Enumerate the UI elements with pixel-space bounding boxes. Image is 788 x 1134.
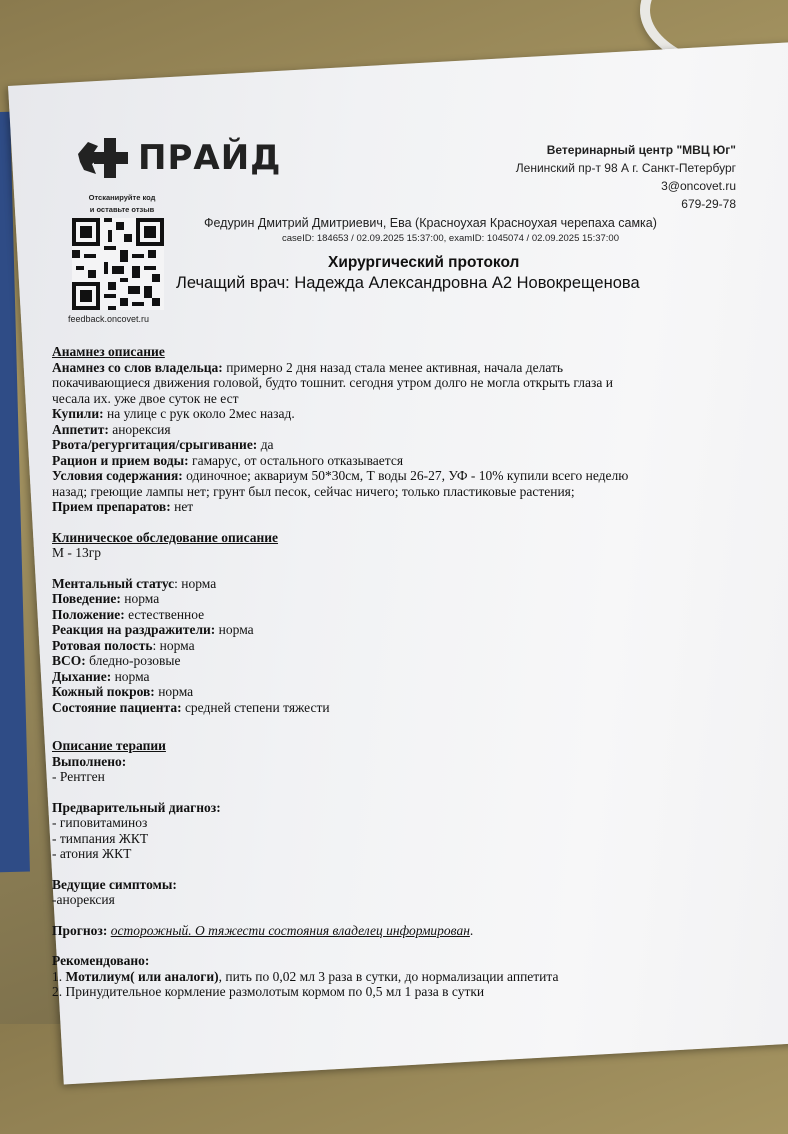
field-label: Кожный покров: [52,684,155,699]
field-value: норма [154,684,194,699]
field-label: Ведущие симптомы: [52,876,177,892]
case-ids: caseID: 184653 / 02.09.2025 15:37:00, examID: 1045074 / 02.09.2025 15:37:00 [282,233,619,244]
document-page [8,38,788,1084]
anamnesis-owner-cont: чесала их. уже двое суток не ест [52,390,239,406]
field-label: Купили: [52,406,104,421]
anamnesis-bought [52,406,772,422]
exam-reaction [52,622,772,638]
logo-text: ПРАЙД [138,138,282,178]
anamnesis-diet [52,453,772,469]
field-label: Рвота/регургитация/срыгивание: [52,437,258,452]
clinic-email: 3@oncovet.ru [661,179,736,193]
item-text: , пить по 0,02 мл 3 раза в сутки, до нормализации аппетита [218,968,559,984]
field-value: : норма [152,637,195,653]
field-value: одиночное; аквариум 50*30см, Т воды 26-27, УФ - 10% купили всего неделю [182,468,629,483]
field-label: Состояние пациента: [52,699,182,715]
field-label: Прием препаратов: [52,499,171,514]
field-label: Аппетит: [52,421,109,437]
anamnesis-owner [52,360,772,376]
document-title: Хирургический протокол [328,254,520,271]
prognosis: Прогноз: осторожный. О тяжести состояния владелец информирован. [52,922,474,938]
exam-heading: Клиническое обследование описание [52,529,279,545]
field-label: Поведение: [52,591,121,606]
exam-weight: М - 13гр [52,545,102,560]
field-value: : норма [174,575,217,591]
field-label: Предварительный диагноз: [52,799,221,815]
anamnesis-appetite [52,422,772,438]
exam-mouth [52,638,772,654]
anamnesis-meds [52,499,772,515]
field-value: гамарус, от остального отказывается [188,452,404,468]
clinic-info [516,141,736,213]
symptoms-label [52,877,772,893]
drug-name: Мотилиум( или аналоги) [65,968,219,984]
qr-caption [72,192,172,216]
field-label: Ментальный статус [52,575,175,591]
qr-caption-line: и оставьте отзыв [89,205,155,214]
field-label: Выполнено: [52,753,127,769]
exam-breath [52,669,772,685]
field-label: Рекомендовано: [52,953,150,968]
recommend-item: 2. Принудительное кормление размолотым кормом по 0,5 мл 1 раза в сутки [52,984,485,1000]
clinic-logo [74,134,281,182]
recommend-label [52,953,772,969]
field-value: на улице с рук около 2мес назад. [103,406,295,421]
field-value: примерно 2 дня назад стала менее активная, начала делать [222,359,564,375]
field-label: Положение: [52,606,125,622]
symptoms-text: -анорексия [52,892,115,907]
exam-skin [52,684,772,700]
diagnosis-item: - атония ЖКТ [52,846,132,861]
prognosis-text: осторожный. О тяжести состояния владелец информирован [110,922,470,938]
field-value: норма [215,622,254,637]
document-body [52,344,772,1000]
anamnesis-conditions-cont: назад; греющие лампы нет; грунт был песок, сейчас ничего; только пластиковые растения; [52,483,575,499]
exam-behavior [52,591,772,607]
therapy-heading: Описание терапии [52,738,166,753]
patient-line: Федурин Дмитрий Дмитриевич, Ева (Красноухая Красноухая черепаха самка) [204,216,657,230]
exam-mental [52,576,772,592]
diagnosis-item: - тимпания ЖКТ [52,830,149,846]
therapy-done-label [52,754,772,770]
field-value: средней степени тяжести [181,699,330,715]
field-label: Анамнез со слов владельца: [52,359,223,375]
field-label: Условия содержания: [52,468,183,483]
field-label: ВСО: [52,653,86,668]
anamnesis-owner-cont: покачивающиеся движения головой, будто тошнит. сегодня утром долго не могла открыть глаза и [52,375,613,390]
clinic-phone: 679-29-78 [681,197,736,211]
diagnosis-item: - гиповитаминоз [52,815,148,830]
field-value: норма [111,668,150,684]
field-value: нет [170,499,194,514]
attending-doctor: Лечащий врач: Надежда Александровна А2 Новокрещенова [176,274,640,292]
field-label: Дыхание: [51,668,112,684]
field-label: Прогноз: [52,922,108,938]
anamnesis-heading: Анамнез описание [52,344,165,359]
field-value: естественное [124,606,205,622]
exam-position [52,607,772,623]
lion-cross-icon [74,134,132,182]
field-value: анорексия [108,421,171,437]
exam-vso [52,653,772,669]
item-number: 1. [52,968,66,984]
qr-code [72,218,164,310]
qr-caption-line: Отсканируйте код [88,193,156,202]
field-label: Рацион и прием воды: [52,452,189,468]
qr-url: feedback.oncovet.ru [68,314,150,324]
field-label: Ротовая полость [52,637,153,653]
field-label: Реакция на раздражители: [52,622,216,637]
field-value: норма [120,591,160,606]
therapy-done-item: - Рентген [52,769,105,784]
diagnosis-label [52,800,772,816]
anamnesis-vomit [52,437,772,453]
field-value: да [257,437,274,452]
clinic-name: Ветеринарный центр "МВЦ Юг" [546,143,736,157]
recommend-item [52,969,772,985]
anamnesis-conditions [52,468,772,484]
field-value: бледно-розовые [85,653,181,668]
clinic-address: Ленинский пр-т 98 А г. Санкт-Петербург [515,161,736,175]
exam-state [52,700,772,716]
